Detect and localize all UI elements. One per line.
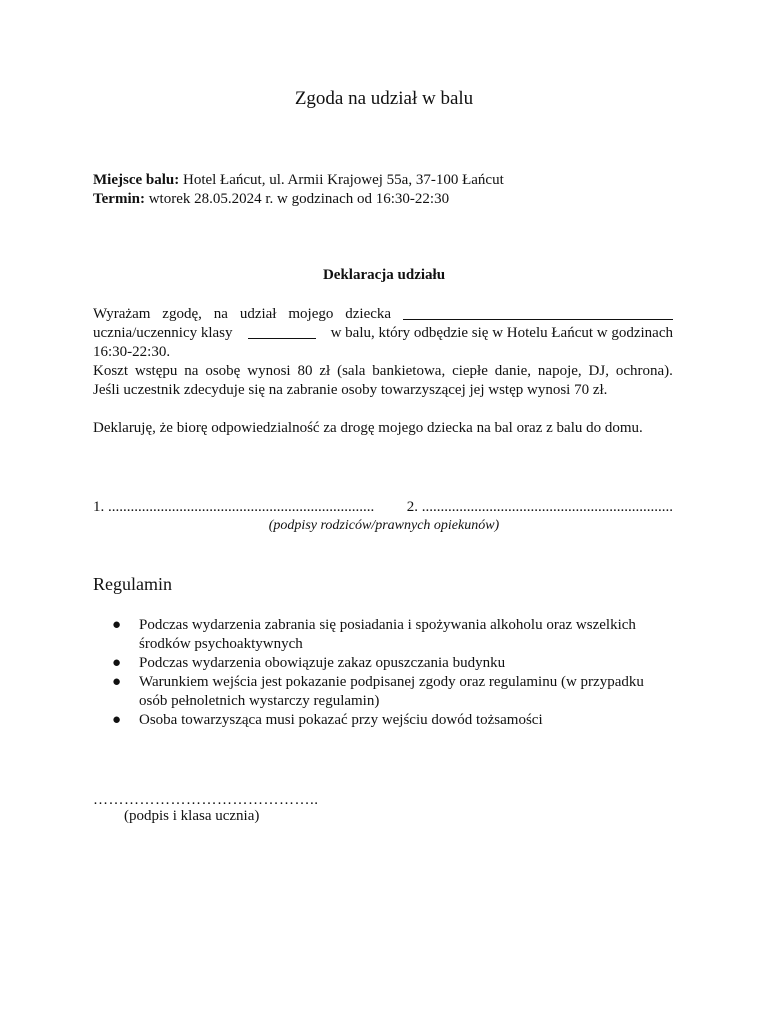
date-line [93, 190, 504, 209]
list-item [112, 616, 672, 654]
bullet-icon: ● [112, 617, 122, 633]
word: DJ, [588, 363, 609, 379]
bullet-icon: ● [112, 712, 122, 728]
list-item-line: Warunkiem wejścia jest pokazanie podpisanej zgody oraz regulaminu (w przypadku [139, 674, 644, 690]
list-item [112, 711, 672, 730]
declaration-body [93, 305, 673, 438]
child-name-blank [403, 305, 673, 320]
regulations-list [112, 616, 672, 730]
declaration-text: w balu, który odbędzie się w Hotelu Łańcut w godzinach [330, 325, 673, 341]
student-signature-caption: (podpis i klasa ucznia) [124, 808, 260, 824]
class-label: ucznia/uczennicy klasy [93, 325, 233, 341]
word: Wyrażam [93, 306, 151, 322]
word: danie, [494, 363, 532, 379]
place-line [93, 171, 504, 190]
declaration-line-2 [93, 324, 673, 343]
word: udział [239, 306, 277, 322]
place-label: Miejsce balu: [93, 172, 180, 188]
list-item-line: Podczas wydarzenia obowiązuje zakaz opuszczania budynku [139, 655, 506, 671]
parent-signature-row [93, 498, 673, 517]
event-info [93, 171, 504, 209]
date-value: wtorek 28.05.2024 r. w godzinach od 16:30-22:30 [148, 191, 450, 207]
word: dziecka [345, 306, 392, 322]
responsibility-statement: Deklaruję, że biorę odpowiedzialność za drogę mojego dziecka na bal oraz z balu do domu. [93, 420, 643, 436]
word: na [213, 306, 228, 322]
place-value: Hotel Łańcut, ul. Armii Krajowej 55a, 37-100 Łańcut [182, 172, 504, 188]
student-signature-line: …………………………………….. [93, 792, 319, 808]
word: napoje, [537, 363, 582, 379]
word: ochrona). [615, 363, 673, 379]
parent-signature-caption: (podpisy rodziców/prawnych opiekunów) [268, 518, 500, 533]
declaration-time: 16:30-22:30. [93, 344, 171, 360]
companion-cost: Jeśli uczestnik zdecyduje się na zabranie osoby towarzyszącej jej wstęp wynosi 70 zł. [93, 382, 608, 398]
document-title: Zgoda na udział w balu [294, 88, 474, 109]
word: (sala [337, 363, 366, 379]
parent-signature-1: 1. ....................................................................... [93, 499, 375, 515]
declaration-line-1 [93, 305, 673, 324]
date-label: Termin: [93, 191, 145, 207]
list-item-line: środków psychoaktywnych [139, 636, 303, 652]
parent-signature-2: 2. ................................................................... [406, 499, 673, 515]
word: na [184, 363, 199, 379]
list-item [112, 654, 672, 673]
bullet-icon: ● [112, 674, 122, 690]
word: bankietowa, [372, 363, 446, 379]
list-item-line: Osoba towarzysząca musi pokazać przy wejściu dowód tożsamości [139, 712, 543, 728]
word: ciepłe [452, 363, 488, 379]
word: Koszt [93, 363, 128, 379]
word: zł [319, 363, 331, 379]
declaration-heading: Deklaracja udziału [322, 267, 446, 283]
cost-line-1 [93, 362, 673, 381]
word: mojego [288, 306, 334, 322]
word: wstępu [134, 363, 178, 379]
list-item [112, 673, 672, 711]
word: zgodę, [162, 306, 202, 322]
list-item-line: Podczas wydarzenia zabrania się posiadania i spożywania alkoholu oraz wszelkich [139, 617, 636, 633]
bullet-icon: ● [112, 655, 122, 671]
regulations-heading: Regulamin [93, 574, 172, 594]
class-blank [248, 324, 316, 339]
word: osobę [205, 363, 241, 379]
word: 80 [297, 363, 313, 379]
word: wynosi [247, 363, 291, 379]
list-item-line: osób pełnoletnich wystarczy regulamin) [139, 693, 380, 709]
